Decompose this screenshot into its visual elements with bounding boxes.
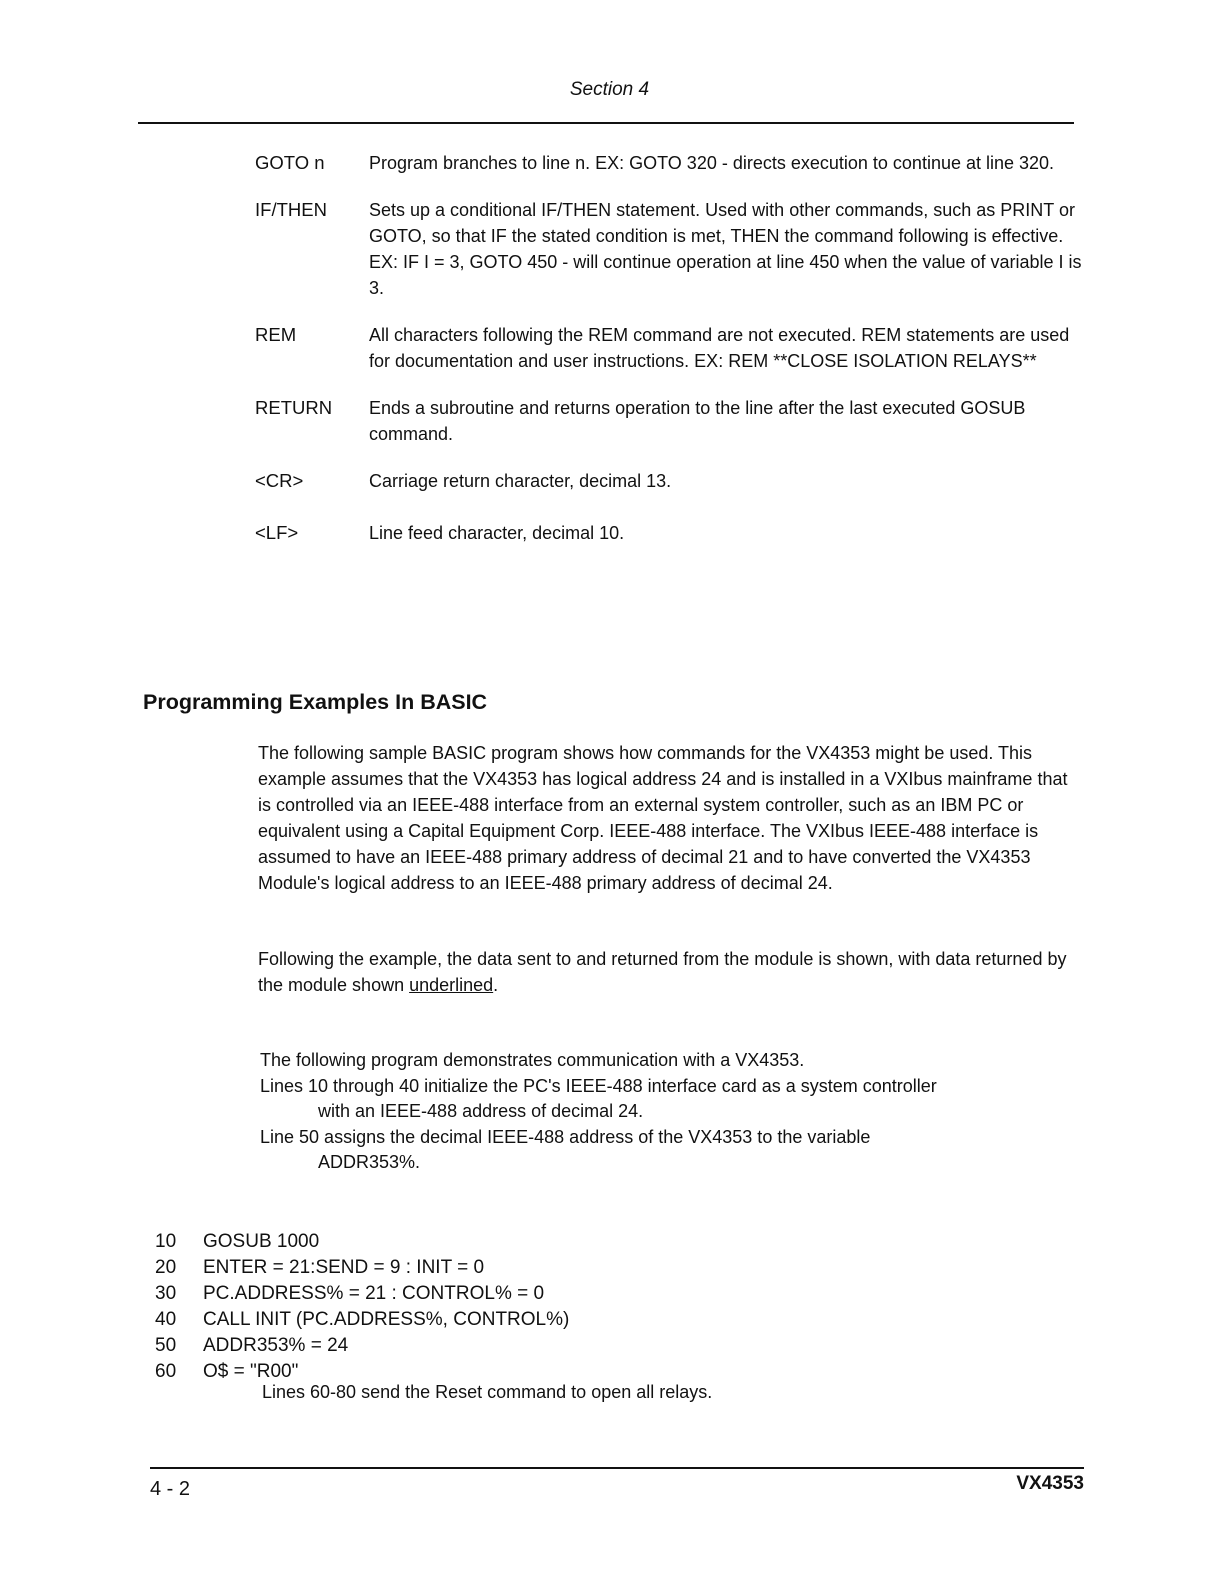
line-number: 30 xyxy=(155,1283,177,1304)
definition-row xyxy=(255,322,1085,374)
code-line xyxy=(155,1333,569,1359)
definition-row xyxy=(255,520,1085,546)
note-line-continued: ADDR353%. xyxy=(318,1152,421,1172)
line-number: 20 xyxy=(155,1257,177,1278)
definition-term: REM xyxy=(255,324,297,345)
header-divider xyxy=(138,122,1074,124)
definition-description: Line feed character, decimal 10. xyxy=(369,523,625,543)
line-number: 40 xyxy=(155,1309,177,1330)
code-text: PC.ADDRESS% = 21 : CONTROL% = 0 xyxy=(203,1283,545,1304)
note-line: Line 50 assigns the decimal IEEE-488 address of the VX4353 to the variable xyxy=(260,1126,871,1147)
data-note-period: . xyxy=(493,975,499,995)
definition-description: Ends a subroutine and returns operation to the line after the last executed GOSUB command. xyxy=(369,398,1026,444)
footer-divider xyxy=(150,1467,1084,1469)
note-line: Lines 10 through 40 initialize the PC's IEEE-488 interface card as a system controller xyxy=(260,1075,937,1096)
line-number: 50 xyxy=(155,1335,177,1356)
data-note-text: Following the example, the data sent to and returned from the module is shown, with data returned by the module shown xyxy=(258,949,1067,995)
definition-row xyxy=(255,395,1085,447)
model-name: VX4353 xyxy=(1016,1473,1084,1494)
definition-row xyxy=(255,150,1085,176)
program-intro: The following program demonstrates communication with a VX4353. xyxy=(260,1050,805,1070)
definition-term: GOTO n xyxy=(255,152,325,173)
line-number: 10 xyxy=(155,1231,177,1252)
definition-row xyxy=(255,197,1085,301)
code-text: O$ = "R00" xyxy=(203,1361,299,1382)
line-number: 60 xyxy=(155,1361,177,1382)
definition-description: Program branches to line n. EX: GOTO 320 - directs execution to continue at line 320. xyxy=(369,153,1055,173)
definition-term: <CR> xyxy=(255,470,304,491)
definition-description: Sets up a conditional IF/THEN statement. Used with other commands, such as PRINT or GOTO, so that IF the stated condition is met, THEN the command following is effective. EX: IF I = 3, GOTO 450 - will continue operation at line 450 when the value of variable I is 3. xyxy=(369,200,1082,298)
code-text: GOSUB 1000 xyxy=(203,1231,320,1252)
code-line xyxy=(155,1281,569,1307)
definition-term: <LF> xyxy=(255,522,299,543)
definition-term: IF/THEN xyxy=(255,199,327,220)
code-listing xyxy=(155,1229,569,1385)
definition-description: Carriage return character, decimal 13. xyxy=(369,471,672,491)
code-line xyxy=(155,1307,569,1333)
page-number: 4 - 2 xyxy=(150,1478,191,1500)
definition-description: All characters following the REM command are not executed. REM statements are used for documentation and user instructions. EX: REM **CLOSE ISOLATION RELAYS** xyxy=(369,325,1070,371)
definition-row xyxy=(255,468,1085,494)
code-text: ENTER = 21:SEND = 9 : INIT = 0 xyxy=(203,1257,485,1278)
command-definitions xyxy=(255,150,1085,572)
definition-term: RETURN xyxy=(255,397,333,418)
code-text: ADDR353% = 24 xyxy=(203,1335,349,1356)
program-notes xyxy=(260,1048,1080,1176)
underlined-word: underlined xyxy=(409,975,494,995)
code-line xyxy=(155,1229,569,1255)
code-line xyxy=(155,1255,569,1281)
section-header: Section 4 xyxy=(569,79,650,100)
note-line-continued: with an IEEE-488 address of decimal 24. xyxy=(318,1101,644,1121)
section-heading: Programming Examples In BASIC xyxy=(143,690,488,714)
code-comment: Lines 60-80 send the Reset command to open all relays. xyxy=(262,1382,713,1402)
data-note-paragraph xyxy=(258,946,1078,998)
code-text: CALL INIT (PC.ADDRESS%, CONTROL%) xyxy=(203,1309,570,1330)
intro-paragraph: The following sample BASIC program shows how commands for the VX4353 might be used. This example assumes that the VX4353 has logical address 24 and is installed in a VXIbus mainframe that is controlled via an IEEE-488 interface from an external system controller, such as an IBM PC or equivalent using a Capital Equipment Corp. IEEE-488 interface. The VXIbus IEEE-488 interface is assumed to have an IEEE-488 primary address of decimal 21 and to have converted the VX4353 Module's logical address to an IEEE-488 primary address of decimal 24. xyxy=(258,743,1068,893)
